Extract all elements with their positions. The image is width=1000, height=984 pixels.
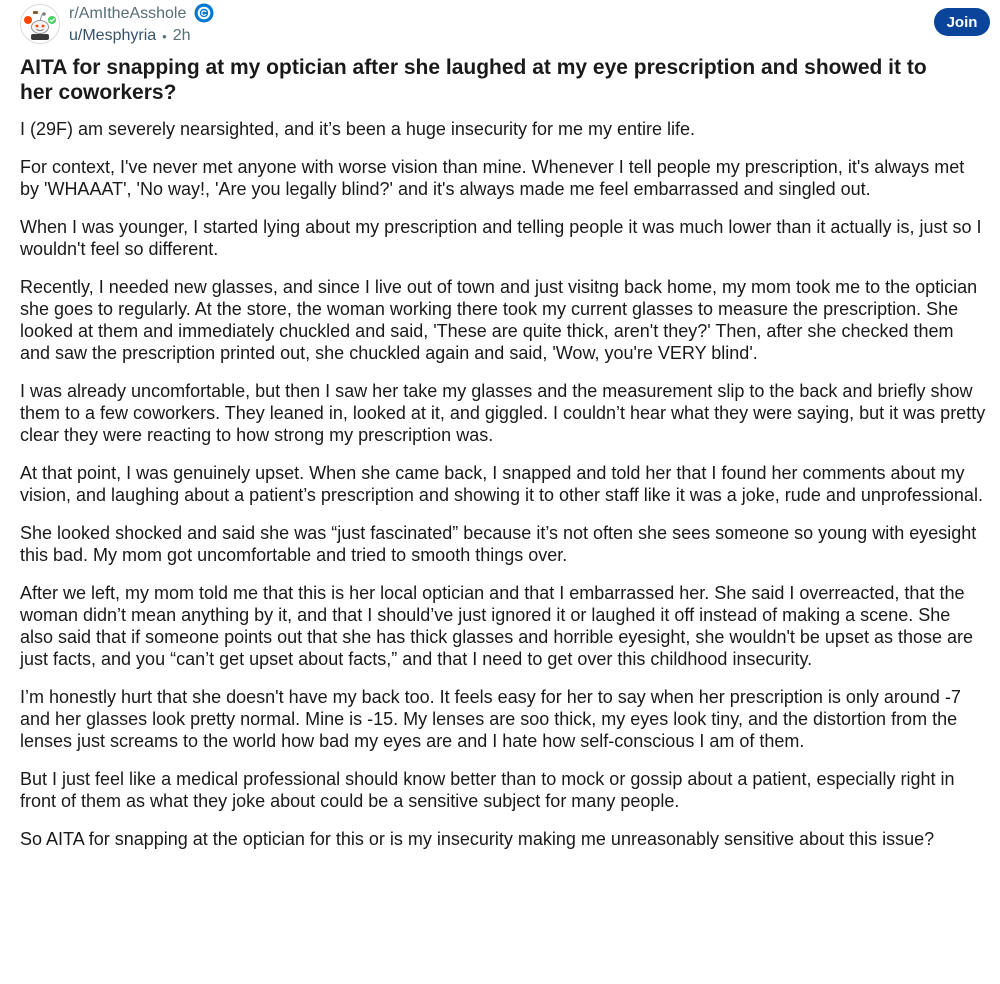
- post-paragraph: But I just feel like a medical professional should know better than to mock or gossip about a patient, especially right in front of them as what they joke about could be a sensitive subject for many people.: [20, 769, 955, 811]
- join-button[interactable]: Join: [934, 8, 990, 36]
- post-paragraph: For context, I've never met anyone with worse vision than mine. Whenever I tell people my prescription, it's always met by 'WHAAAT', 'No way!, 'Are you legally blind?' and it's always made me feel embarrassed and singled out.: [20, 157, 965, 199]
- post-title[interactable]: AITA for snapping at my optician after she laughed at my eye prescription and showed it to her coworkers?: [20, 56, 927, 104]
- post-paragraph: I (29F) am severely nearsighted, and it’s been a huge insecurity for me my entire life.: [20, 119, 695, 139]
- author-username[interactable]: u/Mesphyria: [69, 27, 157, 44]
- subreddit-avatar[interactable]: [20, 4, 60, 44]
- post-paragraph: After we left, my mom told me that this is her local optician and that I embarrassed her. She said I overreacted, that the woman didn’t mean anything by it, and that I should’ve just ignored it or laughed it off instead of making a scene. She also said that if someone points out that she has thick glasses and horrible eyesight, she wouldn't be upset as those are just facts, and you “can’t get upset about facts,” and that I need to get over this childhood insecurity.: [20, 583, 974, 669]
- snoo-judge-icon: [21, 5, 59, 43]
- subreddit-name[interactable]: r/AmItheAsshole: [69, 5, 187, 22]
- post-paragraph: So AITA for snapping at the optician for this or is my insecurity making me unreasonably sensitive about this issue?: [20, 829, 935, 849]
- post-timestamp: 2h: [172, 27, 191, 44]
- post-meta: [69, 3, 214, 46]
- post-paragraph: At that point, I was genuinely upset. When she came back, I snapped and told her that I found her comments about my vision, and laughing about a patient’s prescription and showing it to other staff like it was a joke, rude and unprofessional.: [20, 463, 983, 505]
- post-paragraph: Recently, I needed new glasses, and since I live out of town and just visitng back home, my mom took me to the optician she goes to regularly. At the store, the woman working there took my current glasses to measure the prescription. She looked at them and immediately chuckled and said, 'These are quite thick, aren't they?' Then, after she checked them and saw the prescription printed out, she chuckled again and said, 'Wow, you're VERY blind'.: [20, 277, 978, 363]
- author-row: [69, 26, 214, 46]
- community-badge-icon: [194, 3, 214, 23]
- meta-separator: •: [162, 28, 167, 44]
- post-paragraph: She looked shocked and said she was “just fascinated” because it’s not often she sees someone so young with eyesight this bad. My mom got uncomfortable and tried to smooth things over.: [20, 523, 977, 565]
- post-header: [0, 0, 1000, 50]
- post-body: [20, 118, 988, 866]
- post-paragraph: I was already uncomfortable, but then I saw her take my glasses and the measurement slip to the back and briefly show them to a few coworkers. They leaned in, looked at it, and giggled. I couldn’t hear what they were saying, but it was pretty clear they were reacting to how strong my prescription was.: [20, 381, 986, 445]
- post-paragraph: When I was younger, I started lying about my prescription and telling people it was much lower than it actually is, just so I wouldn't feel so different.: [20, 217, 982, 259]
- post-paragraph: I’m honestly hurt that she doesn't have my back too. It feels easy for her to say when her prescription is only around -7 and her glasses look pretty normal. Mine is -15. My lenses are soo thick, my eyes look tiny, and the distortion from the lenses just screams to the world how bad my eyes are and I hate how self-conscious I am of them.: [20, 687, 961, 751]
- subreddit-row: [69, 3, 214, 25]
